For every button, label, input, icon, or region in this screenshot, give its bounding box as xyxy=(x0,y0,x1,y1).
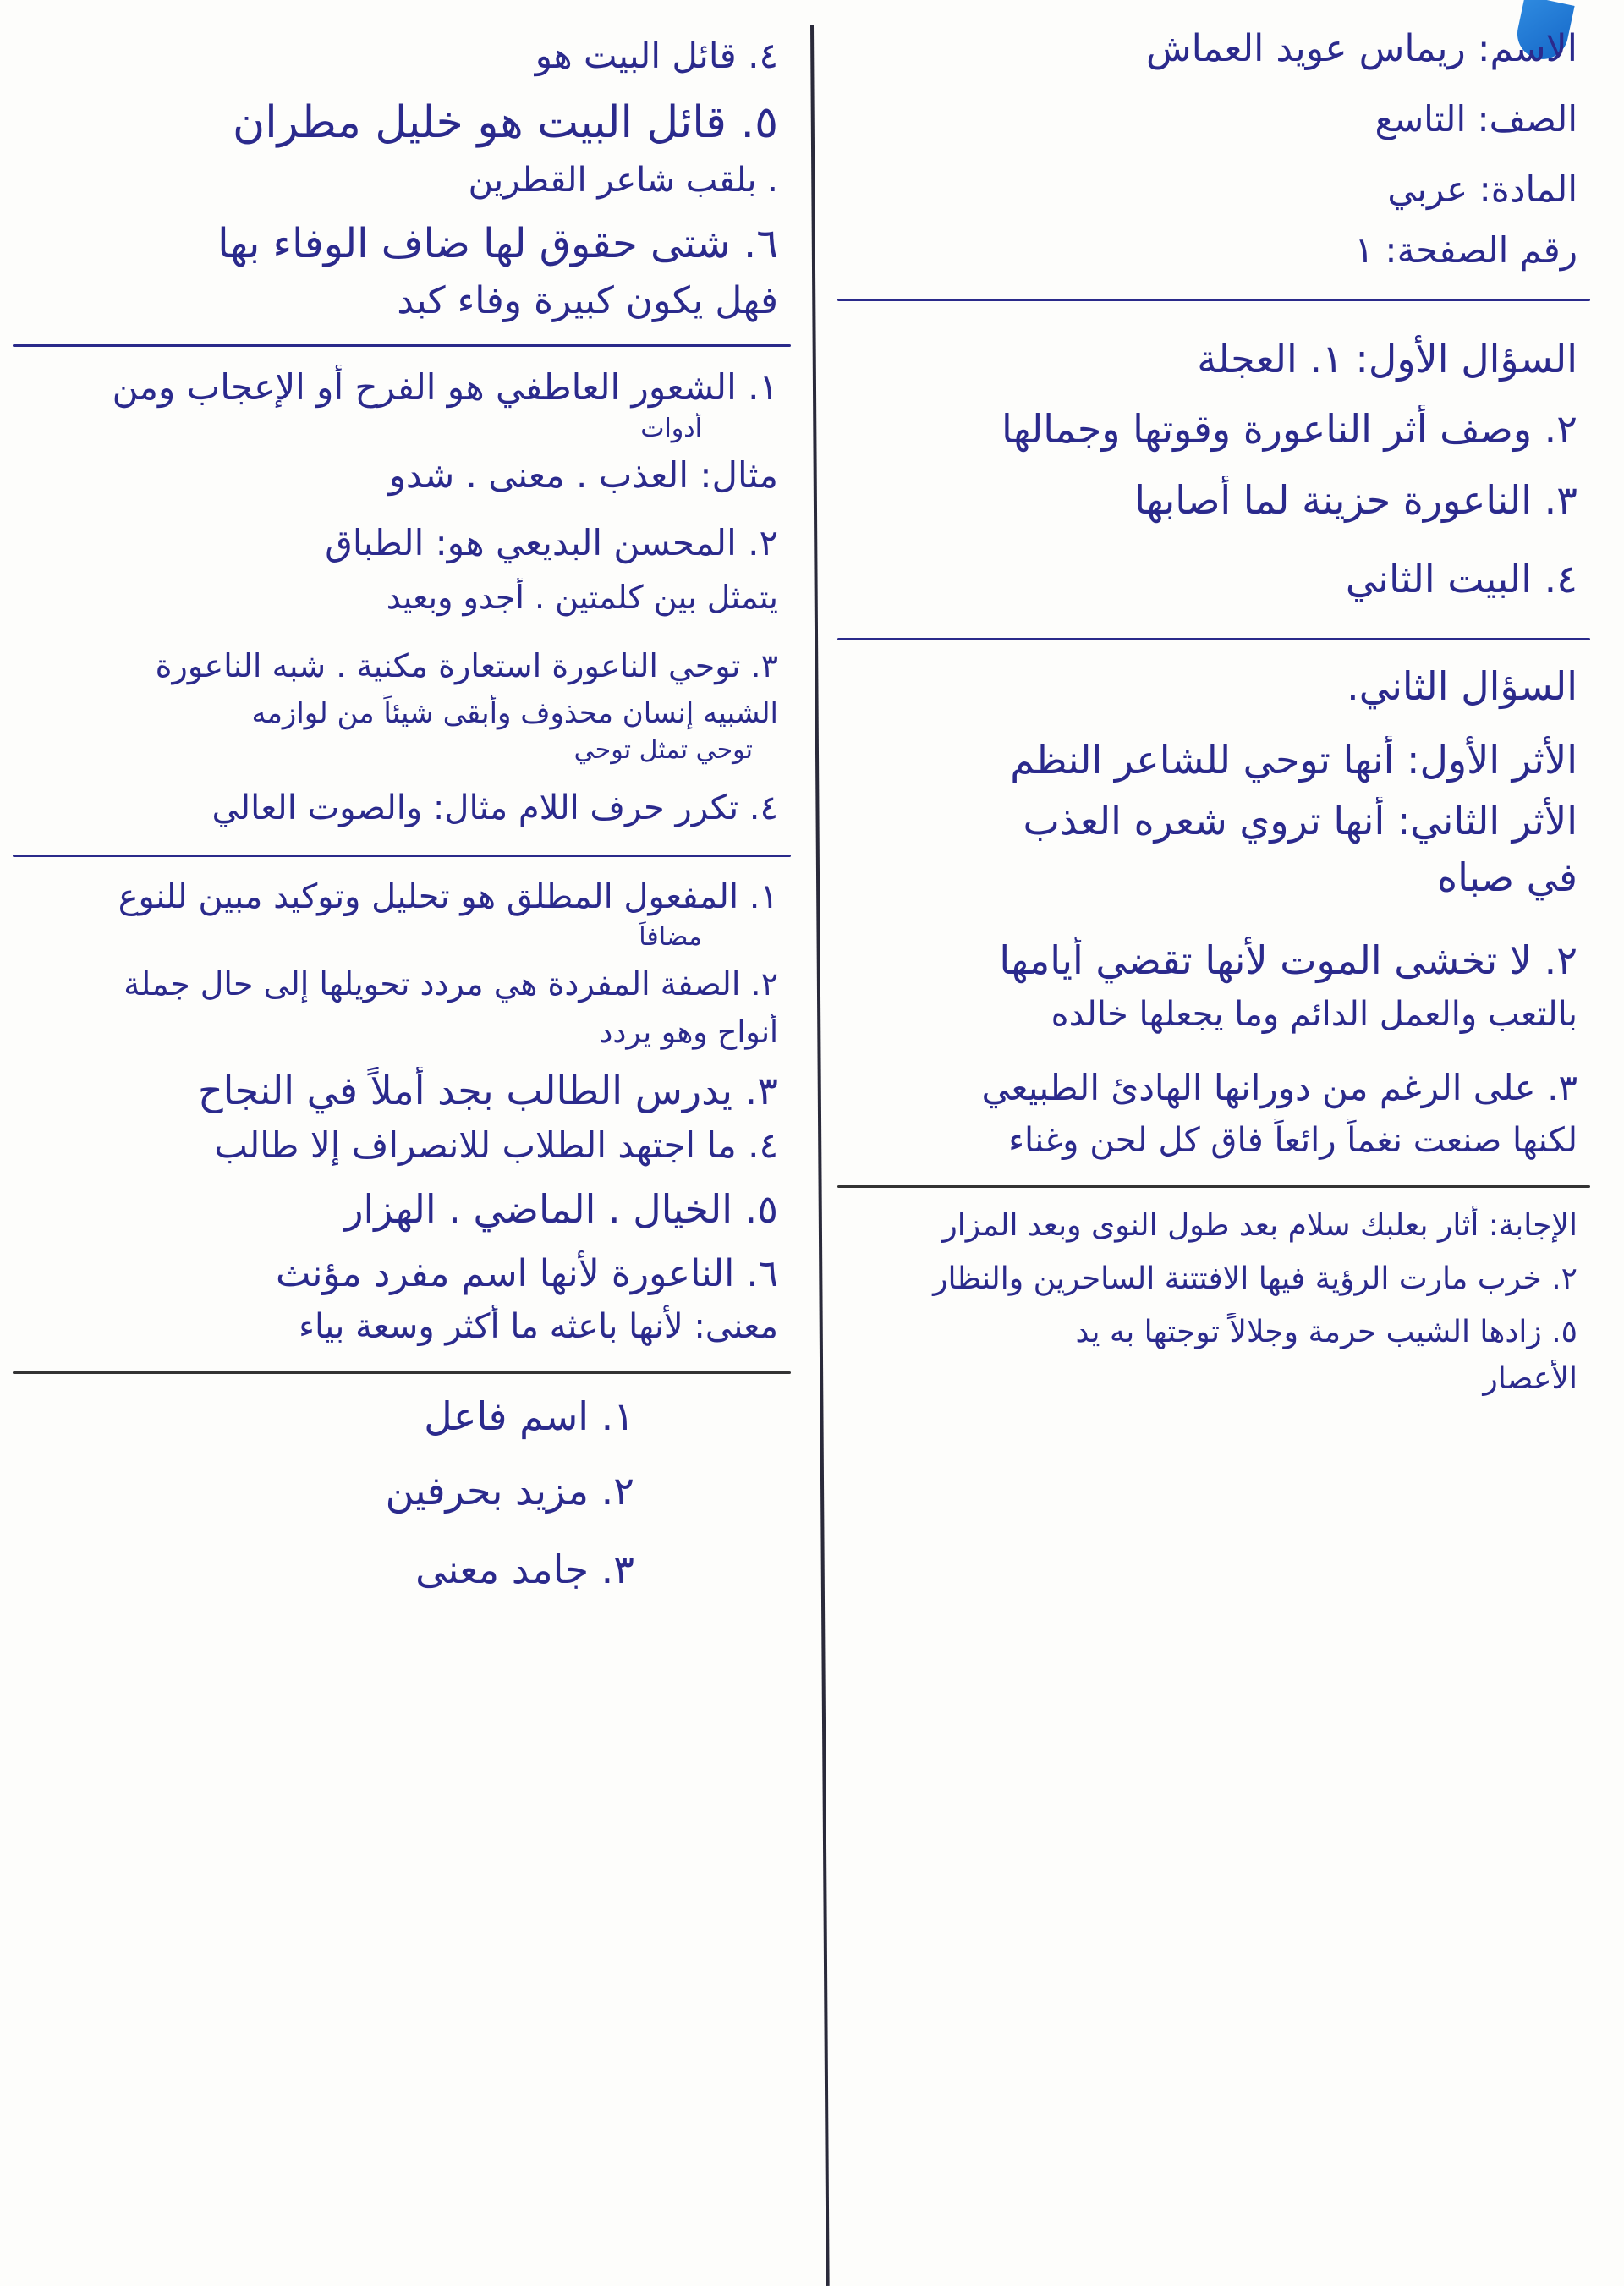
q5-line: ٣. يدرس الطالب بجد أملاً في النجاح xyxy=(197,1067,778,1113)
q5-line: أنواح وهو يردد xyxy=(599,1014,778,1050)
q6-line: ٢. مزيد بحرفين xyxy=(385,1467,634,1514)
q2-line: الأثر الأول: أنها توحي للشاعر النظم xyxy=(1010,737,1577,783)
question-4-answers xyxy=(0,365,804,829)
q1-line: السؤال الأول: ١. العجلة xyxy=(1197,335,1577,382)
left-top-line: ٥. قائل البيت هو خليل مطران xyxy=(233,96,778,148)
q4-line: ٢. المحسن البديعي هو: الطباق xyxy=(325,522,778,563)
student-header xyxy=(825,25,1603,273)
q6-line: ٣. جامد معنى xyxy=(415,1547,634,1592)
q2-line: في صباه xyxy=(1436,855,1577,900)
q5-line: ٥. الخيال . الماضي . الهزار xyxy=(344,1185,778,1232)
q4-line: ٤. تكرر حرف اللام مثال: والصوت العالي xyxy=(211,788,778,827)
question-1-answers xyxy=(825,335,1603,604)
left-top-separator xyxy=(13,344,791,347)
left-column xyxy=(0,17,804,1603)
q4-line: مثال: العذب . معنى . شدو xyxy=(388,453,778,496)
grade-label: الصف: التاسع xyxy=(1374,98,1577,140)
q5-line: ٤. ما اجتهد الطلاب للانصراف إلا طالب xyxy=(214,1124,778,1166)
q2-line: الأثر الثاني: أنها تروي شعره العذب xyxy=(1023,797,1577,844)
q4-line: توحي تمثل توحي xyxy=(573,735,753,765)
left-top-answers xyxy=(0,34,804,324)
q4-line: ٣. توحي الناعورة استعارة مكنية . شبه الناعورة xyxy=(155,647,778,684)
q5-line: ٦. الناعورة لأنها اسم مفرد مؤنث xyxy=(275,1252,778,1295)
left-top-line: فهل يكون كبيرة وفاء كبد xyxy=(397,278,778,322)
q3-line: ٥. زادها الشيب حرمة وجلالاً توجتها به يد xyxy=(1075,1314,1577,1349)
q5-line: مضافاً xyxy=(639,921,702,952)
q4-line: الشبيه إنسان محذوف وأبقى شيئاً من لوازمه xyxy=(251,695,778,730)
q1-separator xyxy=(837,638,1590,640)
question-2-answers xyxy=(825,662,1603,1162)
q4-separator xyxy=(13,855,791,857)
question-6-answers xyxy=(0,1393,804,1595)
q2-line: لكنها صنعت نغماً رائعاً فاق كل لحن وغناء xyxy=(1008,1120,1577,1160)
q2-separator xyxy=(837,1185,1590,1188)
left-top-line: ٤. قائل البيت هو xyxy=(535,35,778,76)
page-number-label: رقم الصفحة: ١ xyxy=(1354,229,1577,271)
q2-line: ٢. لا تخشى الموت لأنها تقضي أيامها xyxy=(999,937,1577,983)
q1-line: ٢. وصف أثر الناعورة وقوتها وجمالها xyxy=(1001,406,1577,452)
q5-line: ٢. الصفة المفردة هي مردد تحويلها إلى حال جملة xyxy=(123,965,778,1003)
left-top-line: . بلقب شاعر القطرين xyxy=(468,160,778,200)
q2-line: ٣. على الرغم من دورانها الهادئ الطبيعي xyxy=(981,1067,1577,1108)
right-column xyxy=(825,17,1603,1406)
q1-line: ٤. البيت الثاني xyxy=(1345,556,1577,602)
subject-label: المادة: عربي xyxy=(1387,168,1577,210)
q3-line: ٢. خرب مارت الرؤية فيها الافتتنة الساحرين والنظار xyxy=(933,1261,1577,1296)
q4-line: أدوات xyxy=(640,414,702,443)
q4-line: يتمثل بين كلمتين . أجدو وبعيد xyxy=(386,578,778,616)
q4-line: ١. الشعور العاطفي هو الفرح أو الإعجاب ومن xyxy=(112,365,778,408)
q5-line: معنى: لأنها باعثه ما أكثر وسعة بياء xyxy=(299,1307,778,1346)
q3-line: الإجابة: أثار بعلبك سلام بعد طول النوى وبعد المزار xyxy=(942,1207,1577,1243)
question-5-answers xyxy=(0,876,804,1349)
q5-separator xyxy=(13,1371,791,1374)
left-top-line: ٦. شتى حقوق لها ضاف الوفاء بها xyxy=(217,219,778,267)
student-name: الاسم: ريماس عويد العماش xyxy=(1145,27,1577,70)
q1-line: ٣. الناعورة حزينة لما أصابها xyxy=(1134,476,1577,523)
question-3-answers xyxy=(825,1206,1603,1398)
header-separator xyxy=(837,299,1590,301)
q6-line: ١. اسم فاعل xyxy=(424,1393,634,1439)
q3-line: الأعصار xyxy=(1483,1360,1577,1396)
q2-line: بالتعب والعمل الدائم وما يجعلها خالده xyxy=(1051,995,1577,1034)
q5-line: ١. المفعول المطلق هو تحليل وتوكيد مبين للنوع xyxy=(118,876,778,916)
q2-line: السؤال الثاني. xyxy=(1347,662,1577,709)
